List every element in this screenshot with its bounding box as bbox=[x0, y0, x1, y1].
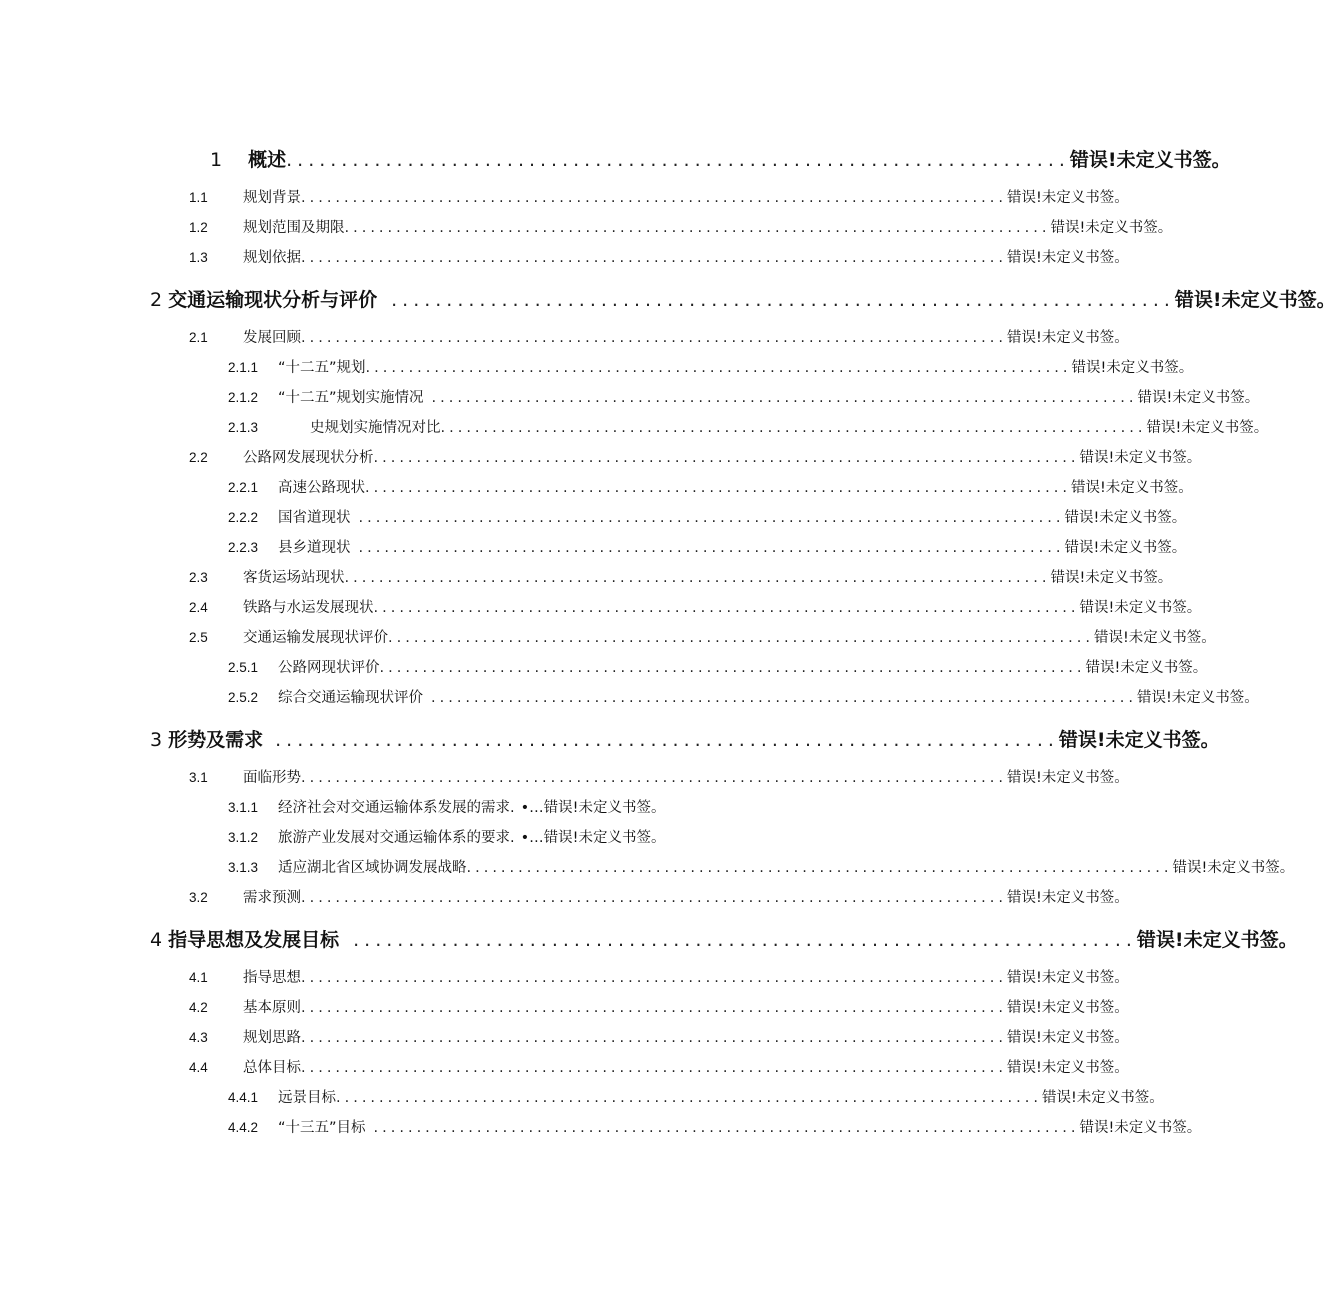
toc-page-ref: 错误!未定义书签。 bbox=[1050, 220, 1173, 236]
toc-leader: .................................................................................. bbox=[373, 1120, 1080, 1136]
toc-title: 规划背景 bbox=[243, 190, 301, 206]
toc-page-ref: 错误!未定义书签。 bbox=[1006, 1030, 1129, 1046]
toc-subsection-2-5-1[interactable] bbox=[228, 656, 1208, 680]
toc-leader: .................................................................................. bbox=[344, 570, 1051, 586]
toc-section-2-3[interactable] bbox=[189, 566, 1173, 590]
toc-leader: .................................................................................. bbox=[365, 360, 1072, 376]
toc-page-ref: •…错误!未定义书签。 bbox=[520, 830, 666, 846]
toc-page-ref: 错误!未定义书签。 bbox=[1093, 630, 1216, 646]
toc-number: 2.5 bbox=[189, 630, 208, 645]
toc-section-1-2[interactable] bbox=[189, 216, 1173, 240]
toc-section-2-4[interactable] bbox=[189, 596, 1202, 620]
toc-section-3-2[interactable] bbox=[189, 886, 1129, 910]
toc-title: 规划思路 bbox=[243, 1030, 301, 1046]
toc-page-ref: 错误!未定义书签。 bbox=[1006, 890, 1129, 906]
toc-title: 经济社会对交通运输体系发展的需求. bbox=[278, 800, 515, 816]
toc-page-ref: 错误!未定义书签。 bbox=[1137, 390, 1260, 406]
toc-title: 高速公路现状 bbox=[278, 480, 365, 496]
toc-title: 综合交通运输现状评价 bbox=[278, 690, 423, 706]
toc-section-4-1[interactable] bbox=[189, 966, 1129, 990]
toc-number: 1.2 bbox=[189, 220, 208, 235]
toc-title: 公路网现状评价 bbox=[278, 660, 380, 676]
toc-title: 史规划实施情况对比 bbox=[310, 420, 441, 436]
toc-page-ref: 错误!未定义书签。 bbox=[1146, 420, 1269, 436]
toc-leader: .................................................................................. bbox=[431, 690, 1137, 706]
toc-number: 3.1.3 bbox=[228, 860, 259, 875]
toc-leader: .................................................................................. bbox=[301, 1060, 1007, 1076]
toc-number: 2.3 bbox=[189, 570, 208, 585]
toc-section-1-3[interactable] bbox=[189, 246, 1129, 270]
toc-number: 2.1.1 bbox=[228, 360, 259, 375]
toc-page-ref: 错误!未定义书签。 bbox=[1064, 540, 1187, 556]
toc-leader: .................................................................................. bbox=[431, 390, 1138, 406]
toc-page-ref: 错误!未定义书签。 bbox=[1006, 250, 1129, 266]
toc-number: 3.1.1 bbox=[228, 800, 259, 815]
toc-title: 基本原则 bbox=[243, 1000, 301, 1016]
toc-number: 2.1.2 bbox=[228, 390, 259, 405]
toc-title: 规划依据 bbox=[243, 250, 301, 266]
toc-subsection-4-4-1[interactable] bbox=[228, 1086, 1164, 1110]
toc-page-ref: 错误!未定义书签。 bbox=[1006, 1000, 1129, 1016]
toc-chapter-3[interactable] bbox=[150, 725, 1220, 755]
toc-title: 县乡道现状 bbox=[278, 540, 351, 556]
toc-leader: .................................................................................. bbox=[365, 480, 1071, 496]
toc-leader: .................................................................................. bbox=[358, 540, 1065, 556]
toc-title: 远景目标 bbox=[278, 1090, 336, 1106]
toc-page-ref: 错误!未定义书签。 bbox=[1006, 970, 1129, 986]
toc-section-2-1[interactable] bbox=[189, 326, 1129, 350]
toc-title: 面临形势 bbox=[243, 770, 301, 786]
toc-leader: .................................................................................. bbox=[301, 1030, 1007, 1046]
toc-title: 交通运输现状分析与评价 bbox=[168, 289, 378, 311]
toc-title: 客货运场站现状 bbox=[243, 570, 345, 586]
toc-section-1-1[interactable] bbox=[189, 186, 1129, 210]
toc-leader: .................................................................................. bbox=[379, 660, 1086, 676]
toc-page-ref: 错误!未定义书签。 bbox=[1079, 1120, 1202, 1136]
toc-title: “十二五”规划 bbox=[278, 360, 366, 376]
toc-leader: ....................................................................... bbox=[391, 289, 1175, 311]
toc-subsection-2-1-2[interactable] bbox=[228, 386, 1260, 410]
toc-number: 2.1 bbox=[189, 330, 208, 345]
toc-number: 2.2.2 bbox=[228, 510, 259, 525]
toc-number: 3.1 bbox=[189, 770, 208, 785]
toc-number: 4.3 bbox=[189, 1030, 208, 1045]
toc-subsection-3-1-1[interactable] bbox=[228, 796, 728, 820]
toc-page-ref: 错误!未定义书签。 bbox=[1172, 860, 1295, 876]
toc-title: “十三五”目标 bbox=[278, 1120, 366, 1136]
toc-leader: .................................................................................. bbox=[301, 770, 1007, 786]
toc-section-4-4[interactable] bbox=[189, 1056, 1129, 1080]
toc-page-ref: 错误!未定义书签。 bbox=[1079, 600, 1202, 616]
toc-title: 铁路与水运发展现状 bbox=[243, 600, 374, 616]
toc-number: 4.1 bbox=[189, 970, 208, 985]
toc-subsection-2-2-1[interactable] bbox=[228, 476, 1193, 500]
toc-title: 交通运输发展现状评价 bbox=[243, 630, 388, 646]
toc-title: 旅游产业发展对交通运输体系的要求. bbox=[278, 830, 515, 846]
toc-title: 形势及需求 bbox=[168, 729, 264, 751]
toc-number: 1.1 bbox=[189, 190, 208, 205]
toc-section-2-5[interactable] bbox=[189, 626, 1216, 650]
toc-section-2-2[interactable] bbox=[189, 446, 1202, 470]
toc-title: 总体目标 bbox=[243, 1060, 301, 1076]
toc-number: 4.4.2 bbox=[228, 1120, 259, 1135]
toc-title: 指导思想 bbox=[243, 970, 301, 986]
toc-chapter-2[interactable] bbox=[150, 285, 1336, 315]
toc-page-ref: 错误!未定义书签。 bbox=[1136, 690, 1259, 706]
toc-number: 2.5.2 bbox=[228, 690, 259, 705]
toc-page-ref: 错误!未定义书签。 bbox=[1136, 929, 1298, 951]
toc-leader: ....................................................................... bbox=[286, 149, 1070, 171]
toc-section-4-3[interactable] bbox=[189, 1026, 1129, 1050]
toc-leader: .................................................................................. bbox=[301, 250, 1007, 266]
toc-number: 3.1.2 bbox=[228, 830, 259, 845]
toc-number: 2.2.1 bbox=[228, 480, 259, 495]
toc-leader: .................................................................................. bbox=[301, 1000, 1007, 1016]
toc-leader: .................................................................................. bbox=[301, 890, 1007, 906]
toc-title: 规划范围及期限 bbox=[243, 220, 345, 236]
toc-number: 4.2 bbox=[189, 1000, 208, 1015]
toc-page-ref: 错误!未定义书签。 bbox=[1071, 360, 1194, 376]
toc-chapter-4[interactable] bbox=[150, 925, 1298, 955]
toc-subsection-3-1-3[interactable] bbox=[228, 856, 1295, 880]
toc-number: 2.1.3 bbox=[228, 420, 259, 435]
toc-leader: .................................................................................. bbox=[373, 450, 1080, 466]
toc-title: 国省道现状 bbox=[278, 510, 351, 526]
toc-leader: ....................................................................... bbox=[275, 729, 1059, 751]
toc-section-3-1[interactable] bbox=[189, 766, 1129, 790]
toc-title: 指导思想及发展目标 bbox=[168, 929, 340, 951]
toc-leader: .................................................................................. bbox=[301, 970, 1007, 986]
toc-page-ref: 错误!未定义书签。 bbox=[1064, 510, 1187, 526]
toc-page-ref: 错误!未定义书签。 bbox=[1079, 450, 1202, 466]
toc-page-ref: 错误!未定义书签。 bbox=[1006, 1060, 1129, 1076]
toc-number: 4.4.1 bbox=[228, 1090, 259, 1105]
toc-chapter-1[interactable] bbox=[210, 145, 1231, 175]
toc-number: 2.4 bbox=[189, 600, 208, 615]
toc-subsection-2-2-2[interactable] bbox=[228, 506, 1187, 530]
toc-title: 需求预测 bbox=[243, 890, 301, 906]
toc-page-ref: 错误!未定义书签。 bbox=[1006, 190, 1129, 206]
toc-leader: .................................................................................. bbox=[373, 600, 1080, 616]
toc-page-ref: 错误!未定义书签。 bbox=[1006, 770, 1129, 786]
toc-number: 3.2 bbox=[189, 890, 208, 905]
toc-number: 4.4 bbox=[189, 1060, 208, 1075]
toc-subsection-2-1-3[interactable] bbox=[228, 416, 1269, 440]
toc-number: 4 bbox=[150, 929, 163, 951]
toc-title: 概述 bbox=[248, 149, 287, 171]
toc-leader: .................................................................................. bbox=[388, 630, 1094, 646]
toc-subsection-4-4-2[interactable] bbox=[228, 1116, 1202, 1140]
toc-leader: .................................................................................. bbox=[344, 220, 1051, 236]
toc-subsection-2-2-3[interactable] bbox=[228, 536, 1187, 560]
toc-title: “十二五”规划实施情况 bbox=[278, 390, 424, 406]
toc-leader: .................................................................................. bbox=[301, 330, 1007, 346]
toc-subsection-3-1-2[interactable] bbox=[228, 826, 728, 850]
toc-page-ref: 错误!未定义书签。 bbox=[1174, 289, 1336, 311]
toc-page-ref: 错误!未定义书签。 bbox=[1058, 729, 1220, 751]
toc-leader: .................................................................................. bbox=[466, 860, 1173, 876]
toc-page-ref: 错误!未定义书签。 bbox=[1050, 570, 1173, 586]
toc-subsection-2-1-1[interactable] bbox=[228, 356, 1194, 380]
toc-number: 2.2.3 bbox=[228, 540, 259, 555]
toc-number: 2.2 bbox=[189, 450, 208, 465]
toc-leader: .................................................................................. bbox=[336, 1090, 1042, 1106]
toc-page-ref: 错误!未定义书签。 bbox=[1041, 1090, 1164, 1106]
toc-title: 发展回顾 bbox=[243, 330, 301, 346]
toc-leader: .................................................................................. bbox=[301, 190, 1007, 206]
toc-leader: .................................................................................. bbox=[440, 420, 1147, 436]
toc-page-ref: 错误!未定义书签。 bbox=[1069, 149, 1231, 171]
toc-subsection-2-5-2[interactable] bbox=[228, 686, 1259, 710]
toc-leader: ....................................................................... bbox=[353, 929, 1137, 951]
toc-number: 3 bbox=[150, 729, 163, 751]
toc-leader: .................................................................................. bbox=[358, 510, 1065, 526]
toc-number: 2.5.1 bbox=[228, 660, 259, 675]
toc-number: 2 bbox=[150, 289, 163, 311]
toc-page-ref: 错误!未定义书签。 bbox=[1085, 660, 1208, 676]
toc-page-ref: 错误!未定义书签。 bbox=[1070, 480, 1193, 496]
toc-section-4-2[interactable] bbox=[189, 996, 1129, 1020]
toc-page-ref: •…错误!未定义书签。 bbox=[520, 800, 666, 816]
toc-number: 1 bbox=[210, 149, 223, 171]
toc-number: 1.3 bbox=[189, 250, 208, 265]
toc-title: 适应湖北省区域协调发展战略 bbox=[278, 860, 467, 876]
toc-title: 公路网发展现状分析 bbox=[243, 450, 374, 466]
toc-page-ref: 错误!未定义书签。 bbox=[1006, 330, 1129, 346]
